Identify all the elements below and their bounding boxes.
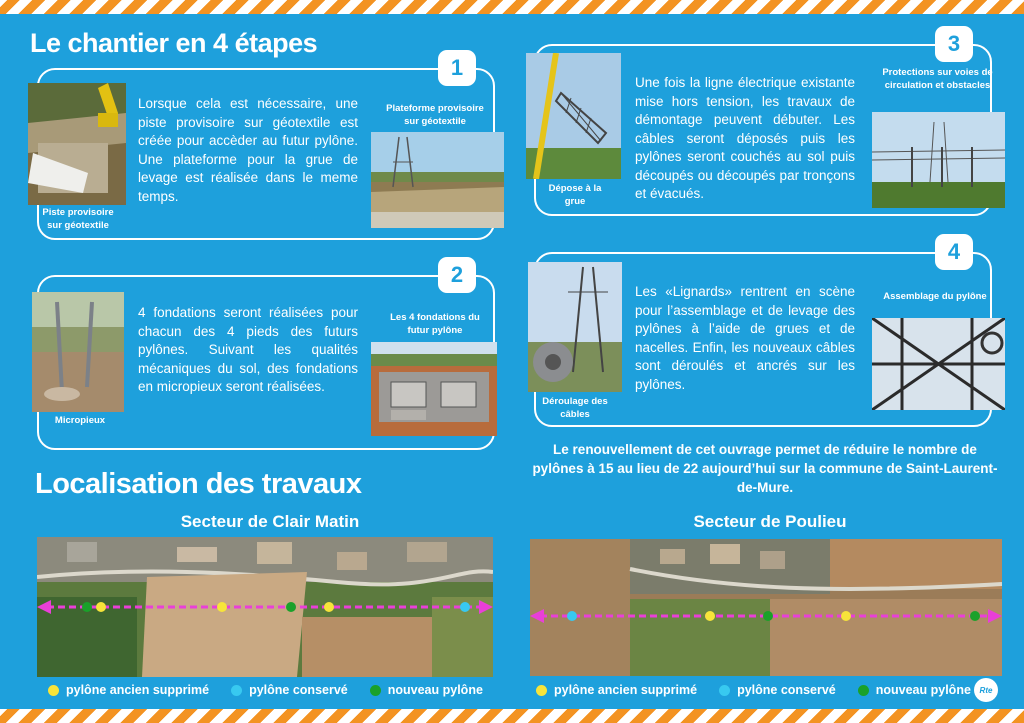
legend-removed: pylône ancien supprimé — [536, 683, 697, 697]
cyan-dot-icon — [719, 685, 730, 696]
step-2-photo-right — [371, 342, 497, 436]
cyan-dot-icon — [231, 685, 242, 696]
map-poulieu — [530, 539, 1002, 676]
step-3-caption-left: Dépose à la grue — [548, 183, 602, 207]
sector-1-title: Secteur de Clair Matin — [180, 512, 360, 531]
step-4-text: Les «Lignards» rentrent en scène pour l’assemblage et de levage des pylônes à l’aide de grues et de nacelles. Enfin, les nouveaux câbles sont déroulés et ancrés sur les pylônes. — [635, 284, 855, 392]
legend-map-1 — [48, 683, 505, 697]
legend-map-2 — [536, 683, 993, 697]
step-3-caption-right: Protections sur voies de circulation et obstacles — [882, 67, 993, 91]
step-3-text: Une fois la ligne électrique existante mise hors tension, les travaux de démontage peuvent débuter. Les câbles seront déposés puis les pylônes seront couchés au sol puis découpés ou découpés par tronçons et évacués. — [635, 75, 855, 201]
rte-logo: Rte — [974, 678, 998, 702]
step-2-photo-left — [32, 292, 124, 412]
top-hazard-stripe — [0, 0, 1024, 14]
step-1-text: Lorsque cela est nécessaire, une piste provisoire sur géotextile est créée pour accèder au futur pylône. Une plateforme pour la grue de levage est réalisée dans le meme temps. — [138, 96, 358, 204]
step-4-photo-right — [872, 318, 1005, 410]
legend-removed: pylône ancien supprimé — [48, 683, 209, 697]
step-2-caption-right: Les 4 fondations du futur pylône — [390, 312, 480, 336]
step-3-photo-left — [526, 53, 621, 179]
step-1-caption-left: Piste provisoire sur géotextile — [42, 207, 114, 231]
step-1-badge: 1 — [438, 50, 476, 86]
step-2-badge: 2 — [438, 257, 476, 293]
summary-text: Le renouvellement de cet ouvrage permet de réduire le nombre de pylônes à 15 au lieu de 22 aujourd’hui sur la commune de Saint-Laurent-de-Mure. — [532, 442, 998, 495]
step-1-caption-right: Plateforme provisoire sur géotextile — [386, 103, 484, 127]
step-1-photo-right — [371, 132, 504, 228]
step-4-caption-left: Déroulage des câbles — [542, 396, 608, 420]
location-title: Localisation des travaux — [35, 468, 362, 500]
yellow-dot-icon — [48, 685, 59, 696]
sector-2-title: Secteur de Poulieu — [693, 512, 847, 531]
legend-new: nouveau pylône — [858, 683, 971, 697]
yellow-dot-icon — [536, 685, 547, 696]
green-dot-icon — [370, 685, 381, 696]
step-4-caption-right: Assemblage du pylône — [883, 291, 987, 302]
green-dot-icon — [858, 685, 869, 696]
legend-kept: pylône conservé — [719, 683, 836, 697]
step-4-badge: 4 — [935, 234, 973, 270]
map-clair-matin — [37, 537, 493, 677]
step-2-caption-left: Micropieux — [54, 415, 106, 426]
step-3-badge: 3 — [935, 26, 973, 62]
step-1-photo-left — [28, 83, 126, 205]
bottom-hazard-stripe — [0, 709, 1024, 723]
legend-new: nouveau pylône — [370, 683, 483, 697]
steps-title: Le chantier en 4 étapes — [30, 28, 318, 58]
legend-kept: pylône conservé — [231, 683, 348, 697]
step-3-photo-right — [872, 112, 1005, 208]
step-4-photo-left — [528, 262, 622, 392]
step-2-text: 4 fondations seront réalisées pour chacun des 4 pieds des futurs pylônes. Suivant les qualités mécaniques du sol, des fondations en micropieux seront réalisées. — [138, 305, 358, 394]
